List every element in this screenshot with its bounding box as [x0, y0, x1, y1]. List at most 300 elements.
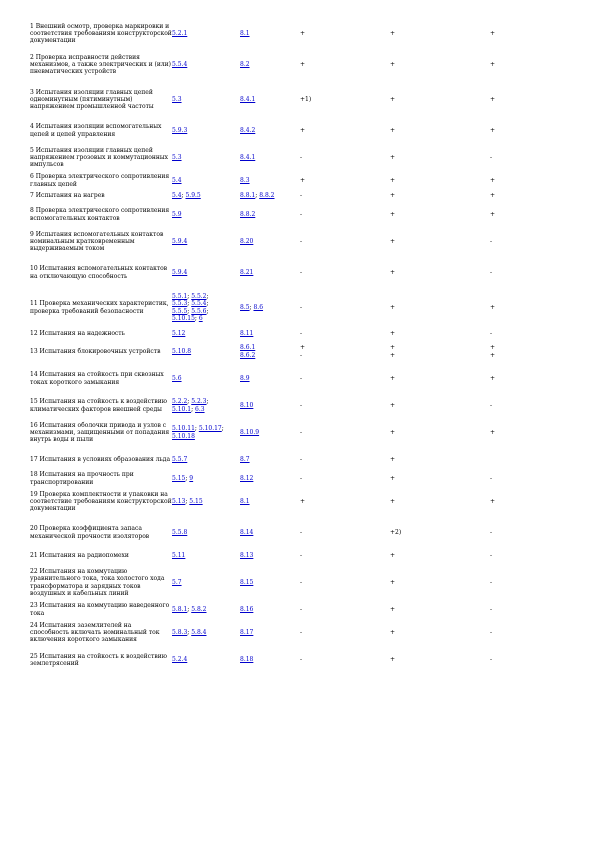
status-mark: + — [390, 656, 396, 664]
type-test-mark — [390, 548, 493, 563]
clause-reference-link[interactable]: 5.11 — [172, 551, 186, 559]
clause-reference-link[interactable]: 5.2.3 — [191, 398, 207, 406]
clause-reference-link[interactable]: 5.4 — [172, 191, 182, 199]
clause-reference-link[interactable]: 5.3 — [172, 95, 182, 103]
clause-reference — [172, 173, 240, 188]
clause-reference-link[interactable]: 5.2.2 — [172, 398, 188, 406]
periodic-test-mark — [490, 188, 570, 203]
clause-reference-link[interactable]: 5.10.17 — [198, 425, 222, 433]
method-reference-link[interactable]: 8.6.1 — [240, 344, 256, 352]
periodic-test-mark — [490, 257, 570, 288]
method-reference — [240, 548, 303, 563]
status-mark: + — [490, 95, 496, 103]
clause-reference — [172, 142, 240, 173]
method-reference — [240, 142, 303, 173]
clause-reference — [172, 517, 240, 548]
reference-separator: ; — [206, 300, 209, 308]
clause-reference-link[interactable]: 5.8.3 — [172, 628, 188, 636]
clause-reference — [172, 119, 240, 142]
method-reference — [240, 363, 303, 394]
tests-table — [30, 18, 570, 672]
test-name: 14 Испытания на стойкость при сквозных токах короткого замыкания — [30, 371, 164, 386]
clause-reference-link[interactable]: 5.15 — [172, 474, 186, 482]
status-mark: + — [490, 497, 496, 505]
status-mark: - — [300, 268, 303, 276]
clause-reference-link[interactable]: 6.3 — [195, 405, 205, 413]
status-mark: + — [490, 191, 496, 199]
table-row — [30, 142, 570, 173]
method-reference — [240, 80, 300, 119]
clause-reference-link[interactable]: 5.9.4 — [172, 237, 188, 245]
status-mark: + — [390, 268, 396, 276]
acceptance-test-mark — [300, 602, 390, 617]
clause-reference-link[interactable]: 5.10.15 — [172, 314, 195, 322]
type-test-mark — [390, 340, 490, 363]
table-row — [30, 327, 570, 340]
method-reference-link[interactable]: 8.9 — [240, 374, 250, 382]
method-reference-link[interactable]: 8.3 — [240, 176, 250, 184]
acceptance-test-mark — [300, 617, 390, 648]
method-reference — [240, 394, 303, 417]
table-row — [30, 257, 570, 288]
method-reference — [240, 49, 300, 80]
periodic-test-mark — [490, 340, 570, 363]
clause-reference-link[interactable]: 5.4 — [172, 176, 182, 184]
method-reference-link[interactable]: 8.8.2 — [240, 210, 256, 218]
clause-reference — [172, 288, 240, 327]
clause-reference-link[interactable]: 9 — [189, 474, 194, 482]
acceptance-test-mark — [300, 448, 390, 471]
table-row — [30, 548, 570, 563]
status-mark: + — [300, 344, 306, 352]
periodic-test-mark — [490, 617, 570, 648]
clause-reference-link[interactable]: 5.10.11 — [172, 425, 195, 433]
method-reference-link[interactable]: 8.6 — [253, 303, 264, 311]
method-reference-link[interactable]: 8.10.9 — [240, 428, 260, 436]
acceptance-test-mark — [300, 563, 390, 602]
periodic-test-mark — [490, 448, 570, 471]
status-mark: + — [390, 237, 396, 245]
test-name: 7 Испытания на нагрев — [30, 191, 105, 199]
type-test-mark — [390, 617, 493, 648]
status-mark: - — [490, 528, 493, 536]
method-reference — [240, 119, 300, 142]
method-reference — [240, 18, 300, 49]
method-reference-link[interactable]: 8.4.1 — [240, 153, 256, 161]
acceptance-test-mark — [300, 486, 390, 517]
status-mark: - — [300, 303, 303, 311]
status-mark: + — [300, 29, 306, 37]
clause-reference-link[interactable]: 5.5.4 — [172, 60, 188, 68]
acceptance-test-mark — [300, 394, 390, 417]
test-name: 6 Проверка электрического сопротивления главных цепей — [30, 173, 170, 188]
reference-separator: ; — [187, 300, 192, 308]
status-mark: + — [300, 60, 306, 68]
test-name: 22 Испытания на коммутацию уравнительного тока, тока холостого хода трансформатора и зарядных токов воздушных и кабельных линий — [30, 567, 165, 597]
method-reference-link[interactable]: 8.14 — [240, 528, 254, 536]
clause-reference-link[interactable]: 5.9.4 — [172, 268, 188, 276]
clause-reference — [172, 548, 240, 563]
method-reference — [240, 340, 300, 363]
reference-separator: ; — [255, 191, 260, 199]
clause-reference-link[interactable]: 5.10.18 — [172, 432, 195, 440]
status-mark: - — [300, 605, 303, 613]
clause-reference-link[interactable]: 5.5.5 — [172, 307, 188, 315]
clause-reference-link[interactable]: 5.6 — [172, 374, 182, 382]
clause-reference — [172, 363, 240, 394]
type-test-mark — [390, 173, 490, 188]
method-reference-link[interactable]: 8.6.2 — [240, 351, 256, 359]
reference-separator: ; — [249, 303, 254, 311]
periodic-test-mark — [490, 394, 570, 417]
table-row — [30, 448, 570, 471]
method-reference — [240, 471, 303, 486]
status-mark: +1) — [300, 95, 312, 103]
status-mark: + — [490, 60, 496, 68]
periodic-test-mark — [490, 602, 570, 617]
test-name: 5 Испытания изоляции главных цепей напряжением грозовых и коммутационных импульсов — [30, 146, 168, 169]
clause-reference — [172, 417, 240, 448]
clause-reference — [172, 188, 240, 203]
clause-reference — [172, 226, 240, 257]
clause-reference-link[interactable]: 5.5.3 — [172, 300, 188, 308]
status-mark: + — [390, 191, 396, 199]
clause-reference-link[interactable]: 5.9.3 — [172, 126, 188, 134]
periodic-test-mark — [490, 288, 570, 327]
test-name: 18 Испытания на прочность при транспортировании — [30, 471, 134, 486]
clause-reference-link[interactable]: 5.10.8 — [172, 347, 192, 355]
reference-separator: ; — [187, 398, 192, 406]
status-mark: + — [390, 578, 396, 586]
acceptance-test-mark — [300, 471, 390, 486]
type-test-mark — [390, 288, 490, 327]
status-mark: - — [490, 551, 493, 559]
method-reference-link[interactable]: 8.1 — [240, 29, 250, 37]
type-test-mark — [390, 18, 490, 49]
periodic-test-mark — [490, 142, 570, 173]
status-mark: - — [300, 578, 303, 586]
method-reference-link[interactable]: 8.18 — [240, 656, 254, 664]
periodic-test-mark — [490, 226, 570, 257]
reference-separator: ; — [206, 398, 209, 406]
periodic-test-mark — [490, 203, 570, 226]
clause-reference-link[interactable]: 5.5.8 — [172, 528, 188, 536]
clause-reference — [172, 394, 240, 417]
method-reference-link[interactable]: 8.8.2 — [259, 191, 275, 199]
clause-reference — [172, 471, 240, 486]
status-mark: - — [490, 628, 493, 636]
status-mark: - — [300, 210, 303, 218]
tests-table-body — [30, 18, 570, 672]
method-reference-link[interactable]: 8.15 — [240, 578, 254, 586]
status-mark: + — [490, 210, 496, 218]
method-reference-link[interactable]: 8.7 — [240, 455, 250, 463]
status-mark: + — [390, 497, 396, 505]
type-test-mark — [390, 327, 493, 340]
status-mark: + — [390, 628, 396, 636]
clause-reference-link[interactable]: 5.2.4 — [172, 656, 188, 664]
table-row — [30, 173, 570, 188]
status-mark: + — [490, 344, 496, 352]
clause-reference-link[interactable]: 5.3 — [172, 153, 182, 161]
clause-reference-link[interactable]: 5.5.2 — [191, 292, 207, 300]
status-mark: + — [390, 303, 396, 311]
clause-reference-link[interactable]: 5.5.4 — [191, 300, 207, 308]
test-name: 17 Испытания в условиях образования льда — [30, 455, 171, 463]
reference-separator: ; — [194, 314, 199, 322]
type-test-mark — [390, 142, 493, 173]
clause-reference-link[interactable]: 5.9 — [172, 210, 182, 218]
reference-separator: ; — [206, 292, 209, 300]
periodic-test-mark — [490, 417, 570, 448]
periodic-test-mark — [490, 548, 570, 563]
type-test-mark — [390, 119, 490, 142]
method-reference-link[interactable]: 8.17 — [240, 628, 254, 636]
method-reference-link[interactable]: 8.5 — [240, 303, 250, 311]
clause-reference-link[interactable]: 5.9.5 — [185, 191, 201, 199]
status-mark: + — [390, 329, 396, 337]
acceptance-test-mark — [300, 226, 390, 257]
method-reference — [240, 486, 300, 517]
acceptance-test-mark — [300, 363, 390, 394]
status-mark: + — [390, 153, 396, 161]
status-mark: - — [490, 268, 493, 276]
table-row — [30, 49, 570, 80]
method-reference-link[interactable]: 8.12 — [240, 474, 254, 482]
clause-reference-link[interactable]: 5.13 — [172, 497, 186, 505]
periodic-test-mark — [490, 80, 570, 119]
clause-reference — [172, 602, 240, 617]
method-reference-link[interactable]: 8.13 — [240, 551, 254, 559]
clause-reference — [172, 448, 240, 471]
reference-separator: ; — [194, 425, 199, 433]
periodic-test-mark — [490, 49, 570, 80]
method-reference — [240, 563, 303, 602]
test-name: 15 Испытания на стойкость к воздействию климатических факторов внешней среды — [30, 398, 167, 413]
status-mark: + — [490, 176, 496, 184]
table-row — [30, 617, 570, 648]
reference-separator: ; — [187, 292, 192, 300]
clause-reference — [172, 80, 240, 119]
type-test-mark — [390, 648, 493, 672]
status-mark: - — [300, 351, 303, 359]
periodic-test-mark — [490, 471, 570, 486]
reference-separator: ; — [185, 474, 190, 482]
test-name: 2 Проверка исправности действия механизмов, а также электрических и (или) пневматических устройств — [30, 53, 171, 76]
type-test-mark — [390, 471, 493, 486]
status-mark: - — [300, 656, 303, 664]
reference-separator: ; — [187, 307, 192, 315]
status-mark: - — [300, 528, 303, 536]
clause-reference-link[interactable]: 5.7 — [172, 578, 182, 586]
test-name: 4 Испытания изоляции вспомогательных цепей и цепей управления — [30, 123, 162, 138]
status-mark: + — [390, 60, 396, 68]
status-mark: + — [490, 126, 496, 134]
reference-separator: ; — [187, 628, 192, 636]
status-mark: - — [300, 455, 303, 463]
clause-reference — [172, 257, 240, 288]
table-row — [30, 471, 570, 486]
clause-reference-link[interactable]: 5.5.7 — [172, 455, 188, 463]
status-mark: + — [390, 210, 396, 218]
status-mark: - — [300, 551, 303, 559]
clause-reference — [172, 648, 240, 672]
type-test-mark — [390, 363, 490, 394]
method-reference — [240, 226, 303, 257]
test-name: 21 Испытания на радиопомехи — [30, 551, 129, 559]
table-row — [30, 486, 570, 517]
acceptance-test-mark — [300, 173, 390, 188]
test-name: 25 Испытания на стойкость к воздействию землетрясений — [30, 652, 167, 667]
type-test-mark — [390, 394, 493, 417]
table-row — [30, 188, 570, 203]
periodic-test-mark — [490, 563, 570, 602]
table-row — [30, 340, 570, 363]
periodic-test-mark — [490, 517, 570, 548]
status-mark: + — [390, 374, 396, 382]
clause-reference-link[interactable]: 5.15 — [189, 497, 203, 505]
method-reference-link[interactable]: 8.4.2 — [240, 126, 256, 134]
table-row — [30, 648, 570, 672]
method-reference — [240, 648, 303, 672]
acceptance-test-mark — [300, 18, 390, 49]
table-row — [30, 602, 570, 617]
method-reference-link[interactable]: 8.4.1 — [240, 95, 256, 103]
status-mark: + — [490, 374, 496, 382]
status-mark: + — [390, 344, 396, 352]
acceptance-test-mark — [300, 648, 390, 672]
acceptance-test-mark — [300, 203, 390, 226]
acceptance-test-mark — [300, 188, 390, 203]
clause-reference — [172, 340, 240, 363]
clause-reference-link[interactable]: 5.10.1 — [172, 405, 192, 413]
method-reference-link[interactable]: 8.16 — [240, 605, 254, 613]
acceptance-test-mark — [300, 80, 390, 119]
table-row — [30, 517, 570, 548]
periodic-test-mark — [490, 327, 570, 340]
status-mark: - — [490, 578, 493, 586]
status-mark: + — [390, 551, 396, 559]
test-name: 1 Внешний осмотр, проверка маркировки и соответствия требованиям конструкторской документации — [30, 22, 172, 45]
type-test-mark — [390, 257, 493, 288]
type-test-mark — [390, 602, 493, 617]
periodic-test-mark — [490, 363, 570, 394]
method-reference — [240, 188, 303, 203]
status-mark: + — [390, 95, 396, 103]
method-reference — [240, 617, 303, 648]
method-reference-link[interactable]: 8.8.1 — [240, 191, 256, 199]
periodic-test-mark — [490, 18, 570, 49]
periodic-test-mark — [490, 486, 570, 517]
method-reference-link[interactable]: 8.2 — [240, 60, 250, 68]
method-reference-link[interactable]: 8.11 — [240, 329, 254, 337]
status-mark: - — [300, 374, 303, 382]
status-mark: + — [300, 497, 306, 505]
clause-reference-link[interactable]: 5.12 — [172, 329, 186, 337]
status-mark: - — [300, 153, 303, 161]
clause-reference-link[interactable]: 5.8.4 — [191, 628, 207, 636]
status-mark: + — [490, 351, 496, 359]
reference-separator: ; — [185, 497, 190, 505]
status-mark: + — [390, 401, 396, 409]
acceptance-test-mark — [300, 340, 390, 363]
method-reference-link[interactable]: 8.1 — [240, 497, 250, 505]
test-name: 3 Испытания изоляции главных цепей одноминутным (пятиминутным) напряжением промышленной частоты — [30, 88, 154, 111]
clause-reference-link[interactable]: 5.5.6 — [191, 307, 207, 315]
method-reference-link[interactable]: 8.20 — [240, 237, 254, 245]
status-mark: + — [390, 428, 396, 436]
status-mark: - — [490, 329, 493, 337]
clause-reference-link[interactable]: 5.8.1 — [172, 605, 188, 613]
clause-reference-link[interactable]: 5.2.1 — [172, 29, 188, 37]
test-name: 12 Испытания на надежность — [30, 329, 125, 337]
table-row — [30, 18, 570, 49]
status-mark: + — [390, 126, 396, 134]
table-row — [30, 203, 570, 226]
periodic-test-mark — [490, 119, 570, 142]
type-test-mark — [390, 203, 490, 226]
reference-separator: ; — [206, 307, 209, 315]
clause-reference — [172, 49, 240, 80]
acceptance-test-mark — [300, 288, 390, 327]
status-mark: - — [300, 191, 303, 199]
test-name: 16 Испытания оболочки привода и узлов с механизмами, защищенными от попадания внутрь воды и пыли — [30, 421, 170, 444]
test-name: 20 Проверка коэффициента запаса механической прочности изоляторов — [30, 525, 150, 540]
method-reference — [240, 173, 300, 188]
test-name: 11 Проверка механических характеристик, проверка требований безопасности — [30, 300, 169, 315]
reference-separator: ; — [221, 425, 224, 433]
status-mark: + — [390, 474, 396, 482]
test-name: 23 Испытания на коммутацию наведенного тока — [30, 602, 170, 617]
status-mark: - — [490, 153, 493, 161]
acceptance-test-mark — [300, 257, 390, 288]
status-mark: - — [300, 329, 303, 337]
status-mark: + — [390, 351, 396, 359]
clause-reference-link[interactable]: 5.8.2 — [191, 605, 207, 613]
status-mark: + — [300, 126, 306, 134]
type-test-mark — [390, 517, 493, 548]
clause-reference-link[interactable]: 6 — [198, 314, 203, 322]
method-reference-link[interactable]: 8.21 — [240, 268, 254, 276]
clause-reference — [172, 617, 240, 648]
test-name: 10 Испытания вспомогательных контактов на отключающую способность — [30, 265, 168, 280]
type-test-mark — [390, 486, 490, 517]
test-name: 9 Испытания вспомогательных контактов номинальным кратковременным выдерживаемым током — [30, 230, 164, 253]
reference-separator: ; — [191, 405, 196, 413]
clause-reference — [172, 203, 240, 226]
table-row — [30, 417, 570, 448]
method-reference-link[interactable]: 8.10 — [240, 401, 254, 409]
status-mark: - — [490, 237, 493, 245]
table-row — [30, 363, 570, 394]
method-reference — [240, 288, 303, 327]
clause-reference — [172, 563, 240, 602]
status-mark: +2) — [390, 528, 402, 536]
acceptance-test-mark — [300, 327, 390, 340]
status-mark: - — [300, 401, 303, 409]
type-test-mark — [390, 417, 490, 448]
table-row — [30, 394, 570, 417]
clause-reference-link[interactable]: 5.5.1 — [172, 292, 188, 300]
acceptance-test-mark — [300, 417, 390, 448]
status-mark: + — [300, 176, 306, 184]
status-mark: - — [490, 474, 493, 482]
type-test-mark — [390, 188, 490, 203]
reference-separator: ; — [181, 191, 186, 199]
test-name: 8 Проверка электрического сопротивления вспомогательных контактов — [30, 207, 170, 222]
status-mark: + — [390, 176, 396, 184]
status-mark: - — [490, 656, 493, 664]
